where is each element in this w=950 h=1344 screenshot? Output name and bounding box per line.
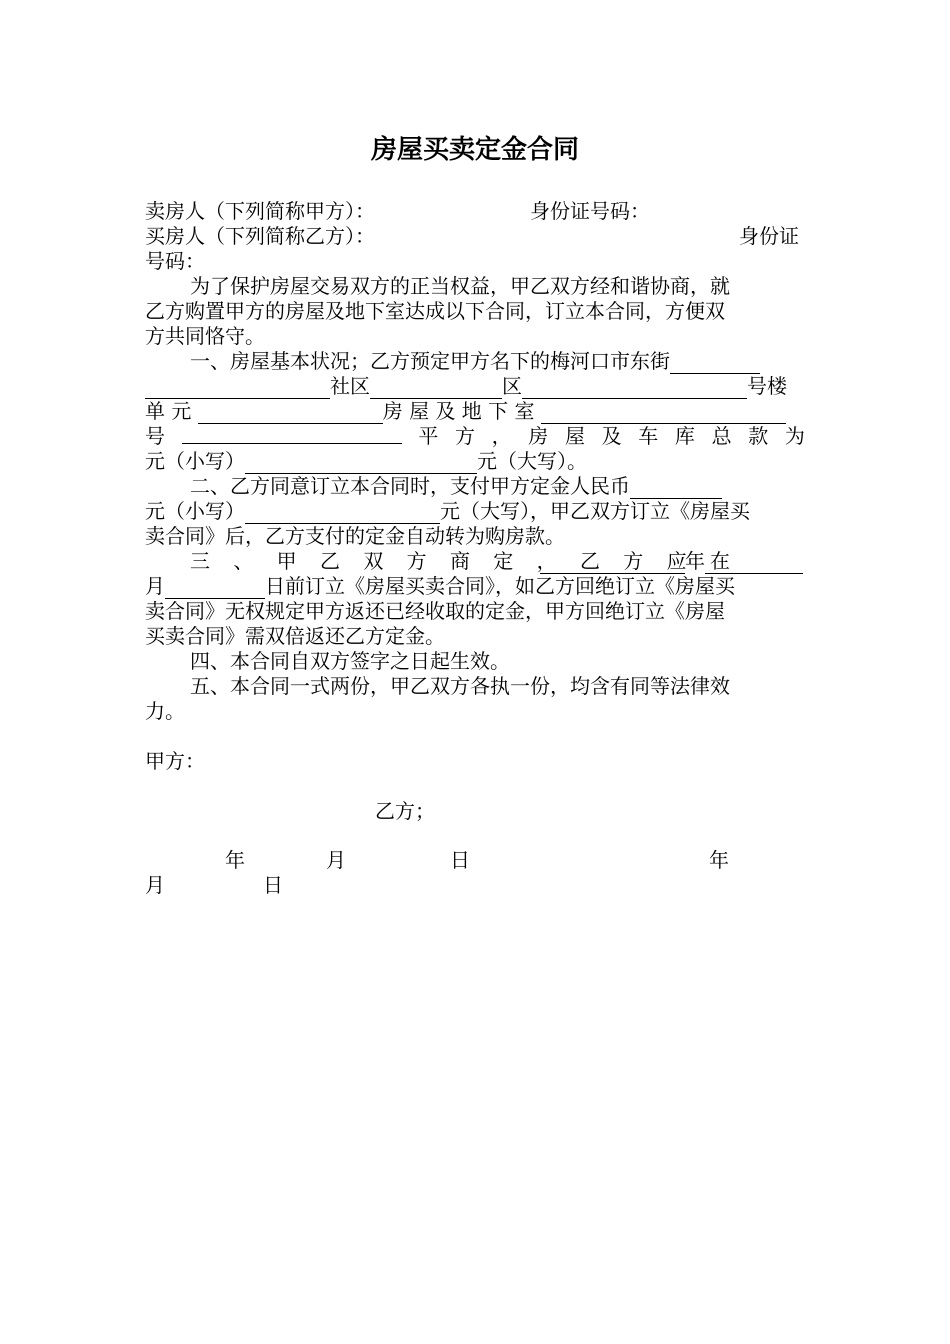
date-a-day: 日 (450, 848, 470, 872)
page-title: 房屋买卖定金合同 (370, 135, 579, 165)
clause1-line-5 (145, 449, 587, 474)
clause3-char: 在 (709, 549, 730, 573)
clause3-char: 定 (493, 549, 514, 573)
area-char: ， (491, 424, 512, 448)
clause2-text: 二、乙方同意订立本合同时，支付甲方定金人民币 (190, 474, 630, 498)
unit-char: 单 (145, 399, 165, 423)
clause1-line-4 (145, 424, 805, 449)
date-b-day: 日 (263, 873, 283, 897)
basement-char: 下 (488, 399, 509, 423)
area-char: 屋 (564, 424, 585, 448)
buyer-id-label-cont: 号码： (145, 249, 205, 273)
clause5-line-2: 力。 (145, 699, 185, 723)
basement-char: 室 (514, 399, 535, 423)
clause3-line-4: 买卖合同》需双倍返还乙方定金。 (145, 624, 445, 648)
year-blank (540, 554, 685, 574)
basement-blank (541, 404, 786, 424)
area-char: 及 (601, 424, 622, 448)
area-char: 方 (454, 424, 475, 448)
deposit-blank (630, 479, 722, 499)
clause3-char: 商 (449, 549, 470, 573)
area-char: 车 (638, 424, 659, 448)
deposit-big-label: 元（大写），甲乙双方订立《房屋买 (440, 499, 750, 523)
date-a-month: 月 (326, 848, 346, 872)
clause5-line-1: 五、本合同一式两份，甲乙双方各执一份，均含有同等法律效 (190, 674, 730, 698)
party-b-signature-label: 乙方； (375, 799, 435, 823)
area-char: 平 (418, 424, 439, 448)
year-label: 年 (685, 549, 705, 573)
clause4-line: 四、本合同自双方签字之日起生效。 (190, 649, 510, 673)
clause1-text: 一、房屋基本状况；乙方预定甲方名下的梅河口市东街 (190, 349, 670, 373)
basement-char: 房 (382, 399, 403, 423)
date-a-year: 年 (225, 848, 245, 872)
clause3-text-2: 日前订立《房屋买卖合同》，如乙方回绝订立《房屋买 (265, 574, 735, 598)
street-number-blank (145, 379, 330, 399)
street-blank (670, 354, 760, 374)
month-blank (705, 554, 803, 574)
unit-char: 元 (171, 399, 192, 423)
area-char: 为 (784, 424, 805, 448)
clause2-line-2 (145, 499, 750, 524)
seller-line (145, 199, 375, 224)
community-blank (370, 379, 502, 399)
party-a-signature-label: 甲方： (145, 749, 205, 773)
intro-line-3: 方共同恪守。 (145, 324, 265, 348)
date-b-month: 月 (145, 873, 165, 897)
clause3-char: 方 (406, 549, 427, 573)
buyer-line (145, 224, 375, 249)
area-char: 房 (528, 424, 549, 448)
buyer-id-label: 身份证 (739, 224, 799, 248)
day-blank (165, 579, 265, 599)
clause3-char: 方 (623, 549, 644, 573)
clause3-char: 双 (363, 549, 384, 573)
clause3-year-group (540, 549, 803, 574)
clause3-char: 乙 (319, 549, 340, 573)
area-char: 库 (674, 424, 695, 448)
month-label: 月 (145, 574, 165, 598)
clause3-char: 乙 (579, 549, 600, 573)
price-small-blank (245, 454, 477, 474)
deposit-small-label: 元（小写） (145, 499, 245, 523)
clause2-line-3: 卖合同》后，乙方支付的定金自动转为购房款。 (145, 524, 565, 548)
district-label: 区 (502, 374, 522, 398)
basement-char: 及 (435, 399, 456, 423)
area-char: 总 (711, 424, 732, 448)
clause3-char: 甲 (276, 549, 297, 573)
clause3-line-2 (145, 574, 735, 599)
district-blank (522, 379, 747, 399)
intro-line-2: 乙方购置甲方的房屋及地下室达成以下合同，订立本合同，方便双 (145, 299, 725, 323)
basement-char: 屋 (409, 399, 430, 423)
area-char: 款 (748, 424, 769, 448)
seller-id-label: 身份证号码： (530, 199, 650, 223)
seller-label: 卖房人（下列简称甲方）： (145, 199, 375, 223)
area-blank (182, 424, 402, 444)
unit-blank (198, 404, 383, 424)
clause3-char: ， (536, 549, 557, 573)
buyer-label: 买房人（下列简称乙方）： (145, 224, 375, 248)
clause2-line-1 (145, 474, 722, 499)
clause3-char: 应 (666, 549, 687, 573)
clause1-line-2 (145, 374, 787, 399)
basement-char: 地 (461, 399, 482, 423)
clause3-char: 、 (233, 549, 254, 573)
intro-line-1: 为了保护房屋交易双方的正当权益，甲乙双方经和谐协商，就 (190, 274, 730, 298)
clause1-line-1 (145, 349, 760, 374)
yuan-small-label: 元（小写） (145, 449, 245, 473)
number-label: 号 (145, 424, 165, 448)
deposit-small-blank (245, 504, 440, 524)
date-b-year: 年 (709, 848, 729, 872)
yuan-big-label: 元（大写）。 (477, 449, 587, 473)
clause3-line-3: 卖合同》无权规定甲方返还已经收取的定金，甲方回绝订立《房屋 (145, 599, 725, 623)
building-label: 号楼 (747, 374, 787, 398)
community-label: 社区 (330, 374, 370, 398)
clause3-char: 三 (190, 549, 210, 573)
clause1-line-3 (145, 399, 786, 424)
